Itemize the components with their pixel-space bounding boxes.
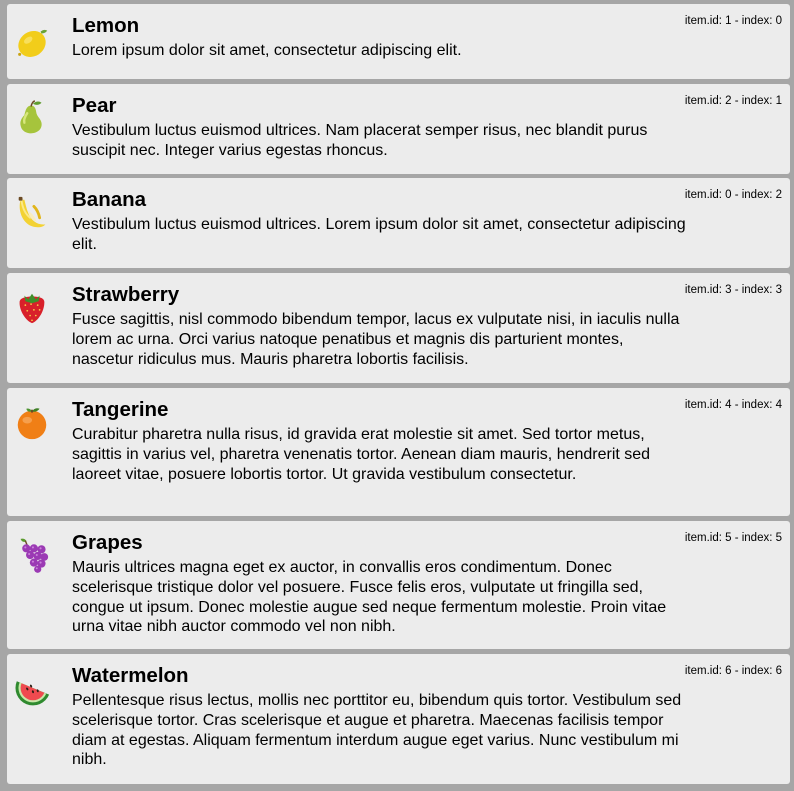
- item-description: Vestibulum luctus euismod ultrices. Nam placerat semper risus, nec blandit purus suscipit nec. Integer varius egestas rhoncus.: [72, 122, 648, 159]
- item-meta: item.id: 0 - index: 2: [684, 189, 782, 201]
- watermelon-icon: [13, 668, 51, 706]
- item-title: Banana: [72, 188, 147, 211]
- item-meta: item.id: 6 - index: 6: [684, 665, 782, 677]
- pear-icon: [13, 98, 51, 136]
- item-title: Strawberry: [72, 283, 180, 306]
- item-description: Mauris ultrices magna eget ex auctor, in convallis eros condimentum. Donec scelerisque tristique dolor vel posuere. Fusce felis eros, vulputate ut fringilla sed, congue ut ipsum. Donec molestie augue sed neque fermentum molestie. Proin vitae urna vitae nibh auctor commodo vel non nibh.: [72, 559, 667, 636]
- item-meta: item.id: 4 - index: 4: [684, 399, 782, 411]
- item-title: Lemon: [72, 14, 140, 37]
- lemon-icon: [13, 24, 51, 62]
- item-meta: item.id: 3 - index: 3: [684, 284, 782, 296]
- item-description: Vestibulum luctus euismod ultrices. Lorem ipsum dolor sit amet, consectetur adipiscing elit.: [72, 216, 686, 253]
- banana-icon: [13, 194, 51, 232]
- item-meta: item.id: 1 - index: 0: [684, 15, 782, 27]
- list-item[interactable]: [7, 654, 790, 784]
- item-title: Pear: [72, 94, 117, 117]
- item-title: Grapes: [72, 531, 143, 554]
- item-description: Fusce sagittis, nisl commodo bibendum tempor, lacus ex vulputate nisi, in iaculis nulla lorem ac urna. Orci varius natoque penatibus et magnis dis parturient montes, nascetur ridiculus mus. Mauris pharetra lobortis facilisis.: [72, 311, 680, 368]
- item-description: Lorem ipsum dolor sit amet, consectetur adipiscing elit.: [72, 42, 462, 59]
- item-description: Pellentesque risus lectus, mollis nec porttitor eu, bibendum quis tortor. Vestibulum sed scelerisque tortor. Cras scelerisque et augue et pharetra. Maecenas facilisis tempor diam at egestas. Aliquam fermentum interdum augue eget varius. Nunc vestibulum mi nibh.: [72, 692, 682, 769]
- list-item[interactable]: [7, 388, 790, 516]
- list-item[interactable]: [7, 273, 790, 383]
- list-item[interactable]: [7, 521, 790, 649]
- grapes-icon: [13, 536, 51, 574]
- item-description: Curabitur pharetra nulla risus, id gravida erat molestie sit amet. Sed tortor metus, sagittis in varius vel, pharetra venenatis tortor. Aenean diam mauris, hendrerit sed laoreet vitae, posuere lobortis tortor. Ut gravida vestibulum consectetur.: [72, 426, 651, 483]
- item-title: Tangerine: [72, 398, 169, 421]
- list-item[interactable]: [7, 4, 790, 79]
- list-item[interactable]: [7, 84, 790, 174]
- list-item[interactable]: [7, 178, 790, 268]
- item-meta: item.id: 2 - index: 1: [684, 95, 782, 107]
- item-title: Watermelon: [72, 664, 189, 687]
- tangerine-icon: [13, 404, 51, 442]
- item-meta: item.id: 5 - index: 5: [684, 532, 782, 544]
- strawberry-icon: [13, 288, 51, 326]
